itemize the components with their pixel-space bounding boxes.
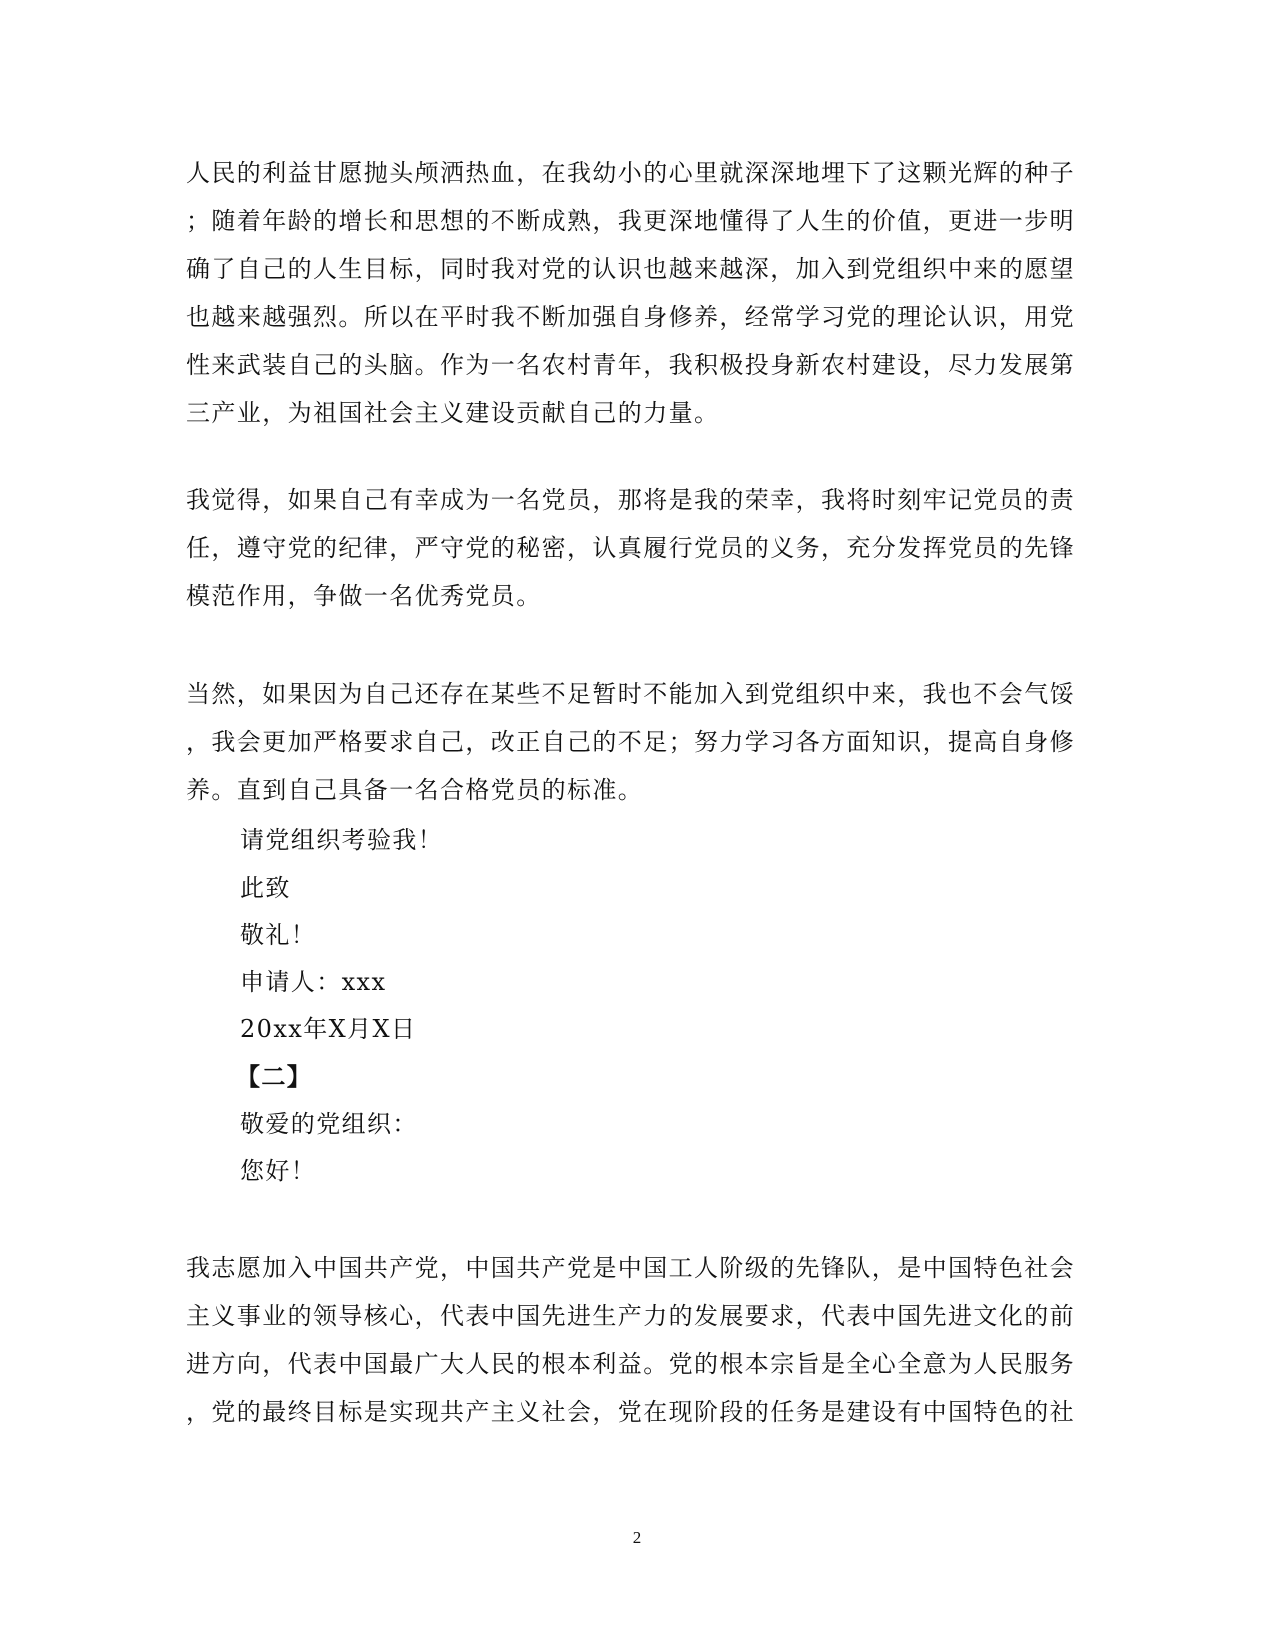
paragraph-line: 确了自己的人生目标，同时我对党的认识也越来越深，加入到党组织中来的愿望 (186, 255, 1075, 283)
paragraph-line: 三产业，为祖国社会主义建设贡献自己的力量。 (186, 399, 720, 427)
closing-request: 请党组织考验我！ (240, 826, 444, 854)
paragraph-line: 养。直到自己具备一名合格党员的标准。 (186, 776, 644, 804)
salutation: 敬爱的党组织： (240, 1110, 418, 1138)
paragraph-3 (186, 670, 1075, 814)
section-heading: 【二】 (236, 1062, 313, 1091)
closing-salute-1: 此致 (240, 874, 291, 902)
paragraph-line: 当然，如果因为自己还存在某些不足暂时不能加入到党组织中来，我也不会气馁 (186, 680, 1075, 708)
paragraph-4 (186, 1244, 1075, 1436)
paragraph-2 (186, 476, 1075, 620)
paragraph-1 (186, 149, 1075, 437)
applicant-signature: 申请人：xxx (240, 968, 387, 996)
paragraph-line: ，我会更加严格要求自己，改正自己的不足；努力学习各方面知识，提高自身修 (186, 728, 1075, 756)
paragraph-line: 主义事业的领导核心，代表中国先进生产力的发展要求，代表中国先进文化的前 (186, 1302, 1075, 1330)
paragraph-line: ；随着年龄的增长和思想的不断成熟，我更深地懂得了人生的价值，更进一步明 (186, 207, 1075, 235)
paragraph-line: 任，遵守党的纪律，严守党的秘密，认真履行党员的义务，充分发挥党员的先锋 (186, 534, 1075, 562)
greeting: 您好！ (240, 1157, 317, 1185)
application-date: 20xx年X月X日 (240, 1015, 417, 1043)
paragraph-line: 也越来越强烈。所以在平时我不断加强自身修养，经常学习党的理论认识，用党 (186, 303, 1075, 331)
closing-salute-2: 敬礼！ (240, 921, 317, 949)
paragraph-line: 模范作用，争做一名优秀党员。 (186, 582, 542, 610)
paragraph-line: 我志愿加入中国共产党，中国共产党是中国工人阶级的先锋队，是中国特色社会 (186, 1254, 1075, 1282)
paragraph-line: 进方向，代表中国最广大人民的根本利益。党的根本宗旨是全心全意为人民服务 (186, 1350, 1075, 1378)
paragraph-line: ，党的最终目标是实现共产主义社会，党在现阶段的任务是建设有中国特色的社 (186, 1398, 1075, 1426)
paragraph-line: 人民的利益甘愿抛头颅洒热血，在我幼小的心里就深深地埋下了这颗光辉的种子 (186, 159, 1075, 187)
paragraph-line: 我觉得，如果自己有幸成为一名党员，那将是我的荣幸，我将时刻牢记党员的责 (186, 486, 1075, 514)
paragraph-line: 性来武装自己的头脑。作为一名农村青年，我积极投身新农村建设，尽力发展第 (186, 351, 1075, 379)
page-number: 2 (632, 1528, 642, 1547)
